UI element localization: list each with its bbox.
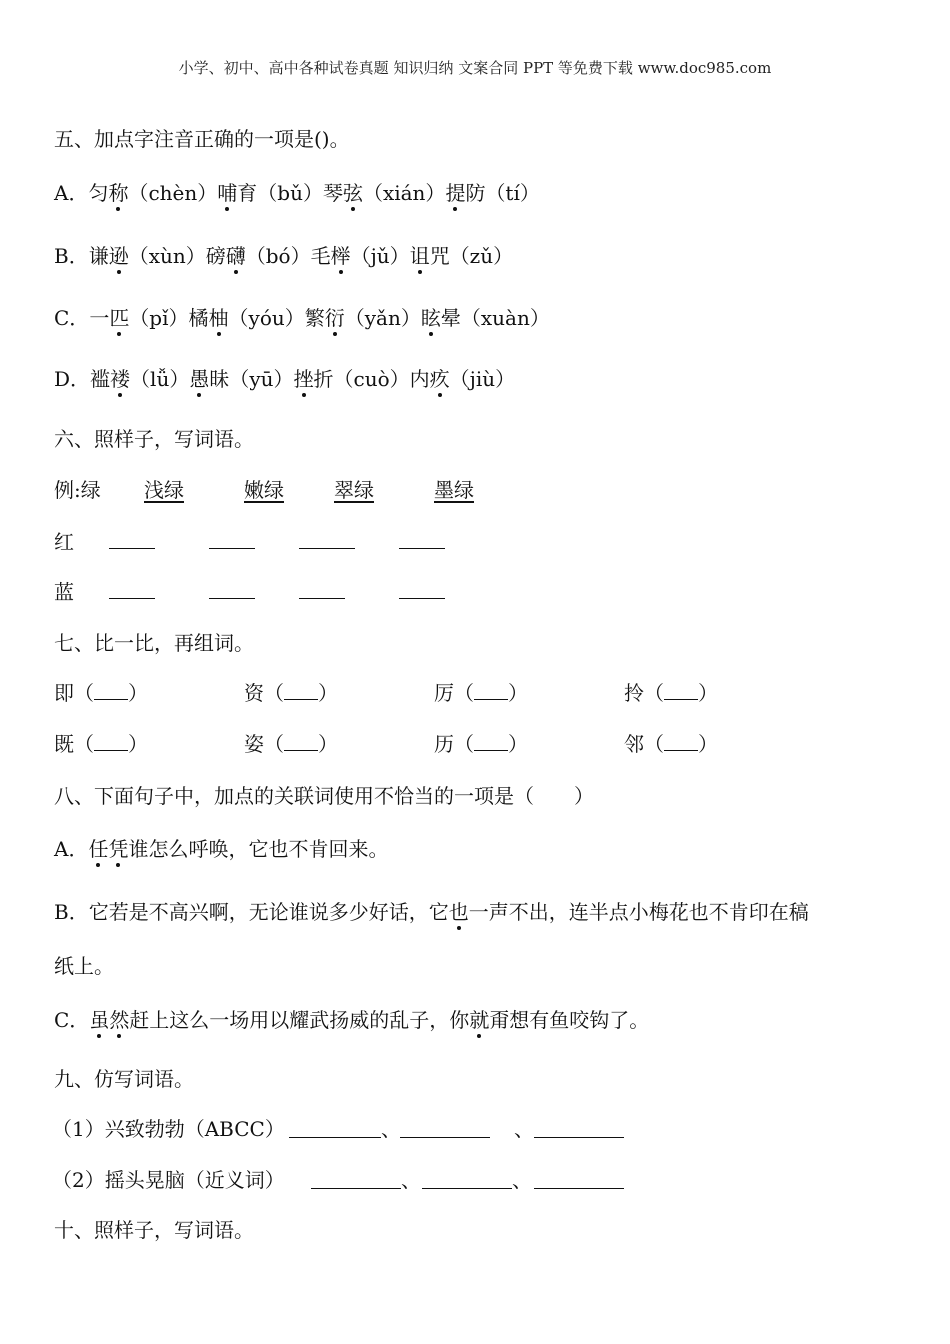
paren-open: （ — [264, 732, 284, 756]
answer-blank[interactable] — [109, 530, 155, 549]
pinyin: （yū） — [229, 367, 294, 391]
option-text: 甭想有鱼咬钩了。 — [489, 1008, 650, 1032]
q8-option-a — [54, 835, 388, 863]
q6-row-label: 红 — [54, 530, 74, 554]
dotted-char: 柚 — [208, 306, 229, 330]
paren-open: （ — [644, 732, 664, 756]
paren-open: （ — [454, 681, 474, 705]
answer-blank[interactable] — [474, 732, 508, 751]
dotted-char: 褛 — [110, 367, 131, 391]
q8-option-b-cont: 纸上。 — [54, 954, 114, 978]
paren-close: ） — [508, 681, 528, 705]
q7-title: 七、比一比，再组词。 — [54, 631, 254, 655]
option-prefix: A． — [54, 181, 89, 205]
pinyin: （xùn） — [128, 244, 206, 268]
paren-close: ） — [128, 681, 148, 705]
word-char: 一 — [89, 306, 110, 330]
paren-open: （ — [644, 681, 664, 705]
q5-option-b — [54, 242, 513, 270]
paren-close: ） — [698, 732, 718, 756]
q7-char: 资 — [244, 681, 264, 705]
separator: 、 — [512, 1168, 532, 1192]
pinyin: （bó） — [245, 244, 311, 268]
dotted-char: 愚 — [189, 367, 210, 391]
q9-title: 九、仿写词语。 — [54, 1067, 194, 1091]
dotted-char: 任 — [88, 837, 109, 861]
pinyin: （pǐ） — [129, 306, 189, 330]
q7-char: 厉 — [434, 681, 454, 705]
q9-item-label: （2）摇头晃脑（近义词） — [52, 1168, 285, 1192]
q7-item — [624, 730, 718, 758]
option-prefix: D． — [54, 367, 91, 391]
answer-blank[interactable] — [209, 530, 255, 549]
answer-blank[interactable] — [289, 1119, 381, 1138]
word-char: 内 — [409, 367, 430, 391]
q8-title: 八、下面句子中，加点的关联词使用不恰当的一项是（ ） — [54, 784, 594, 808]
separator: 、 — [381, 1117, 401, 1141]
dotted-char: 逊 — [108, 244, 129, 268]
pinyin: （chèn） — [128, 181, 218, 205]
pinyin: （cuò） — [333, 367, 410, 391]
dotted-char: 也 — [448, 900, 469, 924]
option-text: 一声不出，连半点小梅花也不肯印在稿 — [468, 900, 809, 924]
q6-example-word: 浅绿 — [144, 478, 184, 502]
answer-blank[interactable] — [284, 732, 318, 751]
q6-example-word: 嫩绿 — [244, 478, 284, 502]
q10-title: 十、照样子，写词语。 — [54, 1218, 254, 1242]
dotted-char: 提 — [445, 181, 466, 205]
q8-option-b — [54, 898, 809, 926]
dotted-char: 诅 — [409, 244, 430, 268]
pinyin: （xuàn） — [460, 306, 550, 330]
q7-char: 姿 — [244, 732, 264, 756]
q5-option-d — [54, 365, 515, 393]
q7-char: 邻 — [624, 732, 644, 756]
word-char: 防 — [465, 181, 486, 205]
word-char: 昧 — [209, 367, 230, 391]
pinyin: （jǔ） — [350, 244, 410, 268]
paren-close: ） — [318, 732, 338, 756]
q7-item — [624, 679, 718, 707]
q6-example-word: 墨绿 — [434, 478, 474, 502]
pinyin: （bǔ） — [257, 181, 323, 205]
paren-close: ） — [508, 732, 528, 756]
pinyin: （jiù） — [449, 367, 516, 391]
pinyin: （tí） — [485, 181, 540, 205]
dotted-char: 凭 — [108, 837, 129, 861]
q7-row-2 — [54, 730, 774, 760]
answer-blank[interactable] — [534, 1119, 624, 1138]
dotted-char: 匹 — [109, 306, 130, 330]
word-char: 晕 — [440, 306, 461, 330]
word-char: 琴 — [322, 181, 343, 205]
word-char: 谦 — [88, 244, 109, 268]
dotted-char: 榉 — [330, 244, 351, 268]
q7-item — [54, 730, 148, 758]
answer-blank[interactable] — [534, 1170, 624, 1189]
word-char: 磅 — [205, 244, 226, 268]
q5-option-a — [54, 179, 540, 207]
pinyin: （zǔ） — [449, 244, 514, 268]
dotted-char: 衍 — [324, 306, 345, 330]
q7-row-1 — [54, 679, 774, 709]
answer-blank[interactable] — [664, 732, 698, 751]
q7-item — [434, 679, 528, 707]
q6-row-label: 蓝 — [54, 580, 74, 604]
answer-blank[interactable] — [664, 681, 698, 700]
dotted-char: 哺 — [217, 181, 238, 205]
option-prefix: A． — [54, 837, 89, 861]
word-char: 褴 — [90, 367, 111, 391]
answer-blank[interactable] — [399, 580, 445, 599]
word-char: 咒 — [429, 244, 450, 268]
q6-title: 六、照样子，写词语。 — [54, 427, 254, 451]
word-char: 繁 — [304, 306, 325, 330]
option-prefix: C． — [54, 1008, 90, 1032]
q9-item-2 — [52, 1166, 672, 1196]
answer-blank[interactable] — [311, 1170, 401, 1189]
q7-item — [434, 730, 528, 758]
answer-blank[interactable] — [299, 580, 345, 599]
paren-open: （ — [454, 732, 474, 756]
dotted-char: 就 — [469, 1008, 490, 1032]
q9-item-1 — [52, 1115, 672, 1145]
pinyin: （lǚ） — [130, 367, 190, 391]
option-text: 赶上这么一场用以耀武扬威的乱子，你 — [129, 1008, 470, 1032]
word-char: 匀 — [88, 181, 109, 205]
answer-blank[interactable] — [400, 1119, 490, 1138]
word-char: 折 — [313, 367, 334, 391]
word-char: 育 — [237, 181, 258, 205]
answer-blank[interactable] — [109, 580, 155, 599]
q7-item — [244, 730, 338, 758]
q7-char: 历 — [434, 732, 454, 756]
dotted-char: 礴 — [225, 244, 246, 268]
dotted-char: 挫 — [293, 367, 314, 391]
paren-close: ） — [318, 681, 338, 705]
pinyin: （xián） — [362, 181, 446, 205]
q6-row-blue — [54, 578, 554, 608]
dotted-char: 然 — [109, 1008, 130, 1032]
q8-option-c — [54, 1006, 649, 1034]
q7-item — [54, 679, 148, 707]
dotted-char: 疚 — [429, 367, 450, 391]
pinyin: （yǎn） — [344, 306, 421, 330]
answer-blank[interactable] — [94, 732, 128, 751]
word-char: 毛 — [310, 244, 331, 268]
q9-item-label: （1）兴致勃勃（ABCC） — [52, 1117, 285, 1141]
q6-example-word: 翠绿 — [334, 478, 374, 502]
dotted-char: 称 — [108, 181, 129, 205]
answer-blank[interactable] — [474, 681, 508, 700]
option-prefix: C． — [54, 306, 90, 330]
q7-char: 即 — [54, 681, 74, 705]
q6-example-row — [54, 476, 554, 506]
paren-close: ） — [698, 681, 718, 705]
dotted-char: 弦 — [342, 181, 363, 205]
pinyin: （yóu） — [228, 306, 305, 330]
q6-example-label: 例:绿 — [54, 478, 101, 502]
paren-close: ） — [128, 732, 148, 756]
q7-item — [244, 679, 338, 707]
page-header: 小学、初中、高中各种试卷真题 知识归纳 文案合同 PPT 等免费下载 www.doc985.com — [178, 59, 772, 77]
dotted-char: 眩 — [420, 306, 441, 330]
answer-blank[interactable] — [284, 681, 318, 700]
option-text: 谁怎么呼唤，它也不肯回来。 — [128, 837, 389, 861]
answer-blank[interactable] — [94, 681, 128, 700]
q6-row-red — [54, 528, 554, 558]
option-text: B．它若是不高兴啊，无论谁说多少好话，它 — [54, 900, 449, 924]
separator: 、 — [401, 1168, 421, 1192]
answer-blank[interactable] — [209, 580, 255, 599]
option-prefix: B． — [54, 244, 89, 268]
dotted-char: 虽 — [89, 1008, 110, 1032]
separator: 、 — [514, 1117, 534, 1141]
paren-open: （ — [74, 681, 94, 705]
q5-title: 五、加点字注音正确的一项是()。 — [54, 127, 350, 151]
q5-option-c — [54, 304, 550, 332]
q7-char: 拎 — [624, 681, 644, 705]
answer-blank[interactable] — [399, 530, 445, 549]
answer-blank[interactable] — [422, 1170, 512, 1189]
word-char: 橘 — [188, 306, 209, 330]
paren-open: （ — [264, 681, 284, 705]
q7-char: 既 — [54, 732, 74, 756]
answer-blank[interactable] — [299, 530, 355, 549]
paren-open: （ — [74, 732, 94, 756]
